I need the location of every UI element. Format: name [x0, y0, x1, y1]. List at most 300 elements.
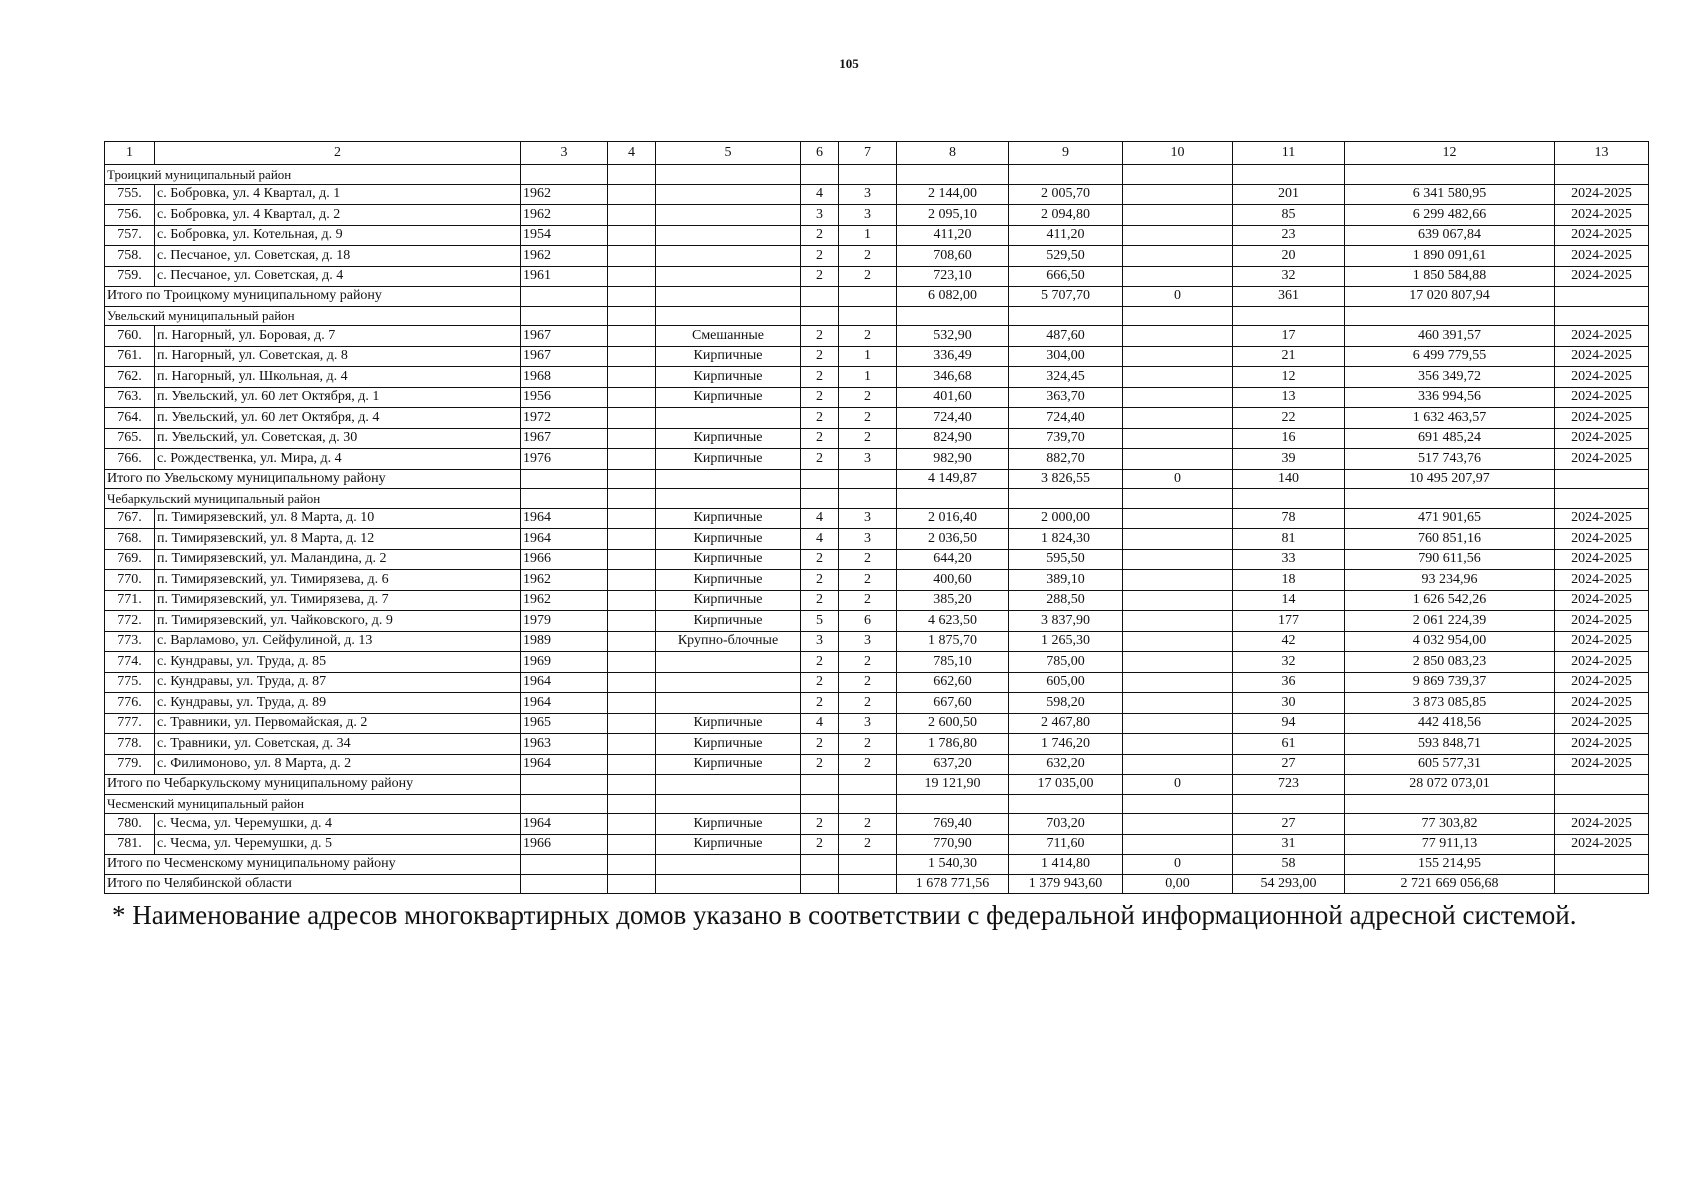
floors: 2	[801, 408, 839, 429]
repair-period: 2024-2025	[1555, 387, 1649, 408]
floors: 2	[801, 590, 839, 611]
table-row	[105, 225, 1649, 246]
living-area: 3 837,90	[1009, 611, 1123, 632]
total-residents: 361	[1233, 287, 1345, 307]
total-repair-period	[1555, 469, 1649, 489]
table-row	[105, 205, 1649, 226]
page-number: 105	[839, 56, 859, 71]
total-label: Итого по Чесменскому муниципальному району	[105, 855, 521, 875]
total-cost: 28 072 073,01	[1345, 775, 1555, 795]
empty-cell	[839, 165, 897, 185]
table-row	[105, 631, 1649, 652]
total-col-10: 0	[1123, 855, 1233, 875]
wall-material: Крупно-блочные	[656, 631, 801, 652]
floors: 2	[801, 449, 839, 470]
total-wall-material	[656, 855, 801, 875]
residents: 42	[1233, 631, 1345, 652]
address: п. Тимирязевский, ул. Тимирязева, д. 6	[155, 570, 521, 591]
address: с. Травники, ул. Первомайская, д. 2	[155, 713, 521, 734]
address: с. Травники, ул. Советская, д. 34	[155, 734, 521, 755]
total-total-area: 19 121,90	[897, 775, 1009, 795]
total-area: 662,60	[897, 672, 1009, 693]
col-10	[1123, 529, 1233, 550]
wall-material	[656, 205, 801, 226]
cost: 3 873 085,85	[1345, 693, 1555, 714]
living-area: 1 265,30	[1009, 631, 1123, 652]
total-year-built	[521, 287, 608, 307]
total-col-10: 0	[1123, 775, 1233, 795]
district-name: Чебаркульский муниципальный район	[105, 489, 521, 509]
empty-cell	[608, 165, 656, 185]
row-number: 781.	[105, 834, 155, 855]
entrances: 2	[839, 834, 897, 855]
col-4	[608, 590, 656, 611]
total-label: Итого по Троицкому муниципальному району	[105, 287, 521, 307]
row-number: 767.	[105, 508, 155, 529]
district-name: Увельский муниципальный район	[105, 306, 521, 326]
wall-material: Кирпичные	[656, 590, 801, 611]
entrances: 2	[839, 590, 897, 611]
living-area: 703,20	[1009, 814, 1123, 835]
total-area: 2 144,00	[897, 184, 1009, 205]
year-built: 1966	[521, 834, 608, 855]
col-10	[1123, 428, 1233, 449]
cost: 605 577,31	[1345, 754, 1555, 775]
row-number: 778.	[105, 734, 155, 755]
total-residents: 140	[1233, 469, 1345, 489]
address: с. Кундравы, ул. Труда, д. 87	[155, 672, 521, 693]
year-built: 1989	[521, 631, 608, 652]
empty-cell	[1233, 794, 1345, 814]
col-10	[1123, 672, 1233, 693]
floors: 5	[801, 611, 839, 632]
address: с. Кундравы, ул. Труда, д. 89	[155, 693, 521, 714]
empty-cell	[1345, 165, 1555, 185]
total-year-built	[521, 855, 608, 875]
year-built: 1964	[521, 754, 608, 775]
empty-cell	[1233, 165, 1345, 185]
address: п. Нагорный, ул. Боровая, д. 7	[155, 326, 521, 347]
entrances: 2	[839, 672, 897, 693]
wall-material: Кирпичные	[656, 834, 801, 855]
total-label: Итого по Челябинской области	[105, 874, 521, 894]
table-row	[105, 326, 1649, 347]
floors: 4	[801, 184, 839, 205]
entrances: 2	[839, 734, 897, 755]
table-row	[105, 814, 1649, 835]
wall-material	[656, 693, 801, 714]
year-built: 1962	[521, 246, 608, 267]
wall-material: Кирпичные	[656, 754, 801, 775]
residents: 177	[1233, 611, 1345, 632]
total-wall-material	[656, 874, 801, 894]
district-total-row	[105, 287, 1649, 307]
address: п. Увельский, ул. Советская, д. 30	[155, 428, 521, 449]
district-total-row	[105, 469, 1649, 489]
repair-period: 2024-2025	[1555, 367, 1649, 388]
living-area: 882,70	[1009, 449, 1123, 470]
repair-period: 2024-2025	[1555, 814, 1649, 835]
residents: 21	[1233, 346, 1345, 367]
total-living-area: 3 826,55	[1009, 469, 1123, 489]
col-4	[608, 225, 656, 246]
cost: 471 901,65	[1345, 508, 1555, 529]
residents: 12	[1233, 367, 1345, 388]
col-10	[1123, 346, 1233, 367]
address: п. Увельский, ул. 60 лет Октября, д. 4	[155, 408, 521, 429]
repair-period: 2024-2025	[1555, 734, 1649, 755]
residents: 85	[1233, 205, 1345, 226]
cost: 77 911,13	[1345, 834, 1555, 855]
district-name: Троицкий муниципальный район	[105, 165, 521, 185]
total-wall-material	[656, 775, 801, 795]
col-4	[608, 408, 656, 429]
row-number: 765.	[105, 428, 155, 449]
living-area: 2 005,70	[1009, 184, 1123, 205]
table-row	[105, 652, 1649, 673]
entrances: 2	[839, 387, 897, 408]
year-built: 1963	[521, 734, 608, 755]
row-number: 775.	[105, 672, 155, 693]
repair-period: 2024-2025	[1555, 570, 1649, 591]
col-10	[1123, 387, 1233, 408]
floors: 4	[801, 529, 839, 550]
total-entrances	[839, 469, 897, 489]
total-year-built	[521, 874, 608, 894]
total-total-area: 1 540,30	[897, 855, 1009, 875]
column-number-5: 5	[656, 142, 801, 165]
col-10	[1123, 205, 1233, 226]
empty-cell	[897, 489, 1009, 509]
total-year-built	[521, 469, 608, 489]
address: п. Увельский, ул. 60 лет Октября, д. 1	[155, 387, 521, 408]
empty-cell	[1233, 489, 1345, 509]
repair-period: 2024-2025	[1555, 266, 1649, 287]
table-row	[105, 570, 1649, 591]
col-10	[1123, 713, 1233, 734]
address: с. Бобровка, ул. Котельная, д. 9	[155, 225, 521, 246]
entrances: 2	[839, 428, 897, 449]
living-area: 632,20	[1009, 754, 1123, 775]
residents: 16	[1233, 428, 1345, 449]
total-col-4	[608, 855, 656, 875]
living-area: 411,20	[1009, 225, 1123, 246]
col-4	[608, 367, 656, 388]
total-wall-material	[656, 287, 801, 307]
repair-period: 2024-2025	[1555, 631, 1649, 652]
living-area: 739,70	[1009, 428, 1123, 449]
col-4	[608, 734, 656, 755]
empty-cell	[839, 794, 897, 814]
cost: 2 850 083,23	[1345, 652, 1555, 673]
empty-cell	[1233, 306, 1345, 326]
repair-period: 2024-2025	[1555, 326, 1649, 347]
residents: 78	[1233, 508, 1345, 529]
address: с. Филимоново, ул. 8 Марта, д. 2	[155, 754, 521, 775]
col-4	[608, 387, 656, 408]
table-row	[105, 529, 1649, 550]
residents: 31	[1233, 834, 1345, 855]
address: с. Варламово, ул. Сейфулиной, д. 13	[155, 631, 521, 652]
col-4	[608, 611, 656, 632]
row-number: 764.	[105, 408, 155, 429]
empty-cell	[801, 306, 839, 326]
entrances: 2	[839, 652, 897, 673]
total-area: 4 623,50	[897, 611, 1009, 632]
floors: 2	[801, 326, 839, 347]
entrances: 2	[839, 326, 897, 347]
table-row	[105, 713, 1649, 734]
year-built: 1962	[521, 570, 608, 591]
floors: 2	[801, 814, 839, 835]
empty-cell	[897, 165, 1009, 185]
living-area: 389,10	[1009, 570, 1123, 591]
column-number-8: 8	[897, 142, 1009, 165]
repair-period: 2024-2025	[1555, 346, 1649, 367]
total-repair-period	[1555, 775, 1649, 795]
living-area: 724,40	[1009, 408, 1123, 429]
row-number: 772.	[105, 611, 155, 632]
total-floors	[801, 874, 839, 894]
total-cost: 155 214,95	[1345, 855, 1555, 875]
floors: 2	[801, 367, 839, 388]
district-section-row	[105, 489, 1649, 509]
repair-period: 2024-2025	[1555, 590, 1649, 611]
year-built: 1964	[521, 529, 608, 550]
total-col-10: 0,00	[1123, 874, 1233, 894]
total-area: 724,40	[897, 408, 1009, 429]
residents: 14	[1233, 590, 1345, 611]
col-4	[608, 205, 656, 226]
table-row	[105, 754, 1649, 775]
cost: 442 418,56	[1345, 713, 1555, 734]
cost: 639 067,84	[1345, 225, 1555, 246]
wall-material: Кирпичные	[656, 367, 801, 388]
col-4	[608, 266, 656, 287]
total-col-10: 0	[1123, 287, 1233, 307]
empty-cell	[897, 794, 1009, 814]
total-area: 708,60	[897, 246, 1009, 267]
floors: 2	[801, 734, 839, 755]
entrances: 2	[839, 693, 897, 714]
year-built: 1968	[521, 367, 608, 388]
wall-material: Кирпичные	[656, 734, 801, 755]
col-10	[1123, 184, 1233, 205]
floors: 2	[801, 834, 839, 855]
total-floors	[801, 469, 839, 489]
total-entrances	[839, 874, 897, 894]
total-residents: 723	[1233, 775, 1345, 795]
total-repair-period	[1555, 874, 1649, 894]
total-area: 2 600,50	[897, 713, 1009, 734]
column-number-13: 13	[1555, 142, 1649, 165]
empty-cell	[839, 306, 897, 326]
row-number: 763.	[105, 387, 155, 408]
cost: 790 611,56	[1345, 549, 1555, 570]
column-number-row	[105, 142, 1649, 165]
empty-cell	[608, 489, 656, 509]
year-built: 1979	[521, 611, 608, 632]
col-10	[1123, 814, 1233, 835]
total-entrances	[839, 775, 897, 795]
address: с. Бобровка, ул. 4 Квартал, д. 2	[155, 205, 521, 226]
col-10	[1123, 652, 1233, 673]
district-name: Чесменский муниципальный район	[105, 794, 521, 814]
table-row	[105, 428, 1649, 449]
address: с. Песчаное, ул. Советская, д. 4	[155, 266, 521, 287]
housing-register-table	[104, 141, 1649, 894]
residents: 61	[1233, 734, 1345, 755]
residents: 39	[1233, 449, 1345, 470]
col-10	[1123, 754, 1233, 775]
footnote: * Наименование адресов многоквартирных домов указано в соответствии с федеральной информационной адресной системой.	[112, 900, 1577, 930]
floors: 4	[801, 713, 839, 734]
year-built: 1961	[521, 266, 608, 287]
year-built: 1966	[521, 549, 608, 570]
cost: 6 499 779,55	[1345, 346, 1555, 367]
col-4	[608, 326, 656, 347]
living-area: 304,00	[1009, 346, 1123, 367]
wall-material: Кирпичные	[656, 387, 801, 408]
col-10	[1123, 834, 1233, 855]
col-10	[1123, 246, 1233, 267]
row-number: 768.	[105, 529, 155, 550]
wall-material: Кирпичные	[656, 814, 801, 835]
total-area: 1 875,70	[897, 631, 1009, 652]
repair-period: 2024-2025	[1555, 408, 1649, 429]
living-area: 487,60	[1009, 326, 1123, 347]
wall-material: Кирпичные	[656, 570, 801, 591]
entrances: 2	[839, 246, 897, 267]
total-cost: 10 495 207,97	[1345, 469, 1555, 489]
entrances: 3	[839, 205, 897, 226]
empty-cell	[1555, 489, 1649, 509]
wall-material: Кирпичные	[656, 529, 801, 550]
repair-period: 2024-2025	[1555, 246, 1649, 267]
empty-cell	[608, 306, 656, 326]
empty-cell	[1009, 489, 1123, 509]
repair-period: 2024-2025	[1555, 428, 1649, 449]
empty-cell	[521, 165, 608, 185]
cost: 593 848,71	[1345, 734, 1555, 755]
col-10	[1123, 570, 1233, 591]
year-built: 1954	[521, 225, 608, 246]
year-built: 1956	[521, 387, 608, 408]
total-wall-material	[656, 469, 801, 489]
total-area: 824,90	[897, 428, 1009, 449]
column-number-2: 2	[155, 142, 521, 165]
wall-material: Смешанные	[656, 326, 801, 347]
district-total-row	[105, 775, 1649, 795]
repair-period: 2024-2025	[1555, 754, 1649, 775]
entrances: 3	[839, 508, 897, 529]
column-number-7: 7	[839, 142, 897, 165]
wall-material	[656, 184, 801, 205]
floors: 2	[801, 754, 839, 775]
row-number: 779.	[105, 754, 155, 775]
total-area: 770,90	[897, 834, 1009, 855]
empty-cell	[656, 489, 801, 509]
total-entrances	[839, 855, 897, 875]
empty-cell	[1009, 306, 1123, 326]
year-built: 1967	[521, 326, 608, 347]
total-floors	[801, 287, 839, 307]
repair-period: 2024-2025	[1555, 529, 1649, 550]
empty-cell	[1555, 306, 1649, 326]
entrances: 2	[839, 408, 897, 429]
row-number: 766.	[105, 449, 155, 470]
column-number-3: 3	[521, 142, 608, 165]
column-number-9: 9	[1009, 142, 1123, 165]
total-label: Итого по Чебаркульскому муниципальному району	[105, 775, 521, 795]
repair-period: 2024-2025	[1555, 652, 1649, 673]
empty-cell	[897, 306, 1009, 326]
cost: 460 391,57	[1345, 326, 1555, 347]
residents: 27	[1233, 814, 1345, 835]
row-number: 771.	[105, 590, 155, 611]
empty-cell	[521, 489, 608, 509]
empty-cell	[1123, 165, 1233, 185]
row-number: 759.	[105, 266, 155, 287]
address: с. Рождественка, ул. Мира, д. 4	[155, 449, 521, 470]
year-built: 1967	[521, 428, 608, 449]
living-area: 2 000,00	[1009, 508, 1123, 529]
empty-cell	[656, 794, 801, 814]
total-total-area: 6 082,00	[897, 287, 1009, 307]
entrances: 3	[839, 449, 897, 470]
row-number: 774.	[105, 652, 155, 673]
empty-cell	[1555, 165, 1649, 185]
col-4	[608, 246, 656, 267]
entrances: 3	[839, 631, 897, 652]
empty-cell	[1009, 165, 1123, 185]
repair-period: 2024-2025	[1555, 713, 1649, 734]
year-built: 1969	[521, 652, 608, 673]
cost: 1 626 542,26	[1345, 590, 1555, 611]
table-row	[105, 508, 1649, 529]
total-area: 400,60	[897, 570, 1009, 591]
total-area: 644,20	[897, 549, 1009, 570]
year-built: 1962	[521, 590, 608, 611]
total-area: 637,20	[897, 754, 1009, 775]
repair-period: 2024-2025	[1555, 693, 1649, 714]
col-4	[608, 631, 656, 652]
cost: 93 234,96	[1345, 570, 1555, 591]
column-number-12: 12	[1345, 142, 1555, 165]
total-cost: 17 020 807,94	[1345, 287, 1555, 307]
cost: 760 851,16	[1345, 529, 1555, 550]
residents: 33	[1233, 549, 1345, 570]
repair-period: 2024-2025	[1555, 508, 1649, 529]
total-area: 723,10	[897, 266, 1009, 287]
column-number-1: 1	[105, 142, 155, 165]
floors: 2	[801, 387, 839, 408]
empty-cell	[839, 489, 897, 509]
address: п. Нагорный, ул. Советская, д. 8	[155, 346, 521, 367]
repair-period: 2024-2025	[1555, 449, 1649, 470]
total-residents: 58	[1233, 855, 1345, 875]
address: с. Чесма, ул. Черемушки, д. 4	[155, 814, 521, 835]
total-floors	[801, 855, 839, 875]
wall-material	[656, 266, 801, 287]
empty-cell	[801, 489, 839, 509]
address: с. Чесма, ул. Черемушки, д. 5	[155, 834, 521, 855]
floors: 2	[801, 549, 839, 570]
total-col-4	[608, 874, 656, 894]
living-area: 605,00	[1009, 672, 1123, 693]
living-area: 363,70	[1009, 387, 1123, 408]
row-number: 773.	[105, 631, 155, 652]
